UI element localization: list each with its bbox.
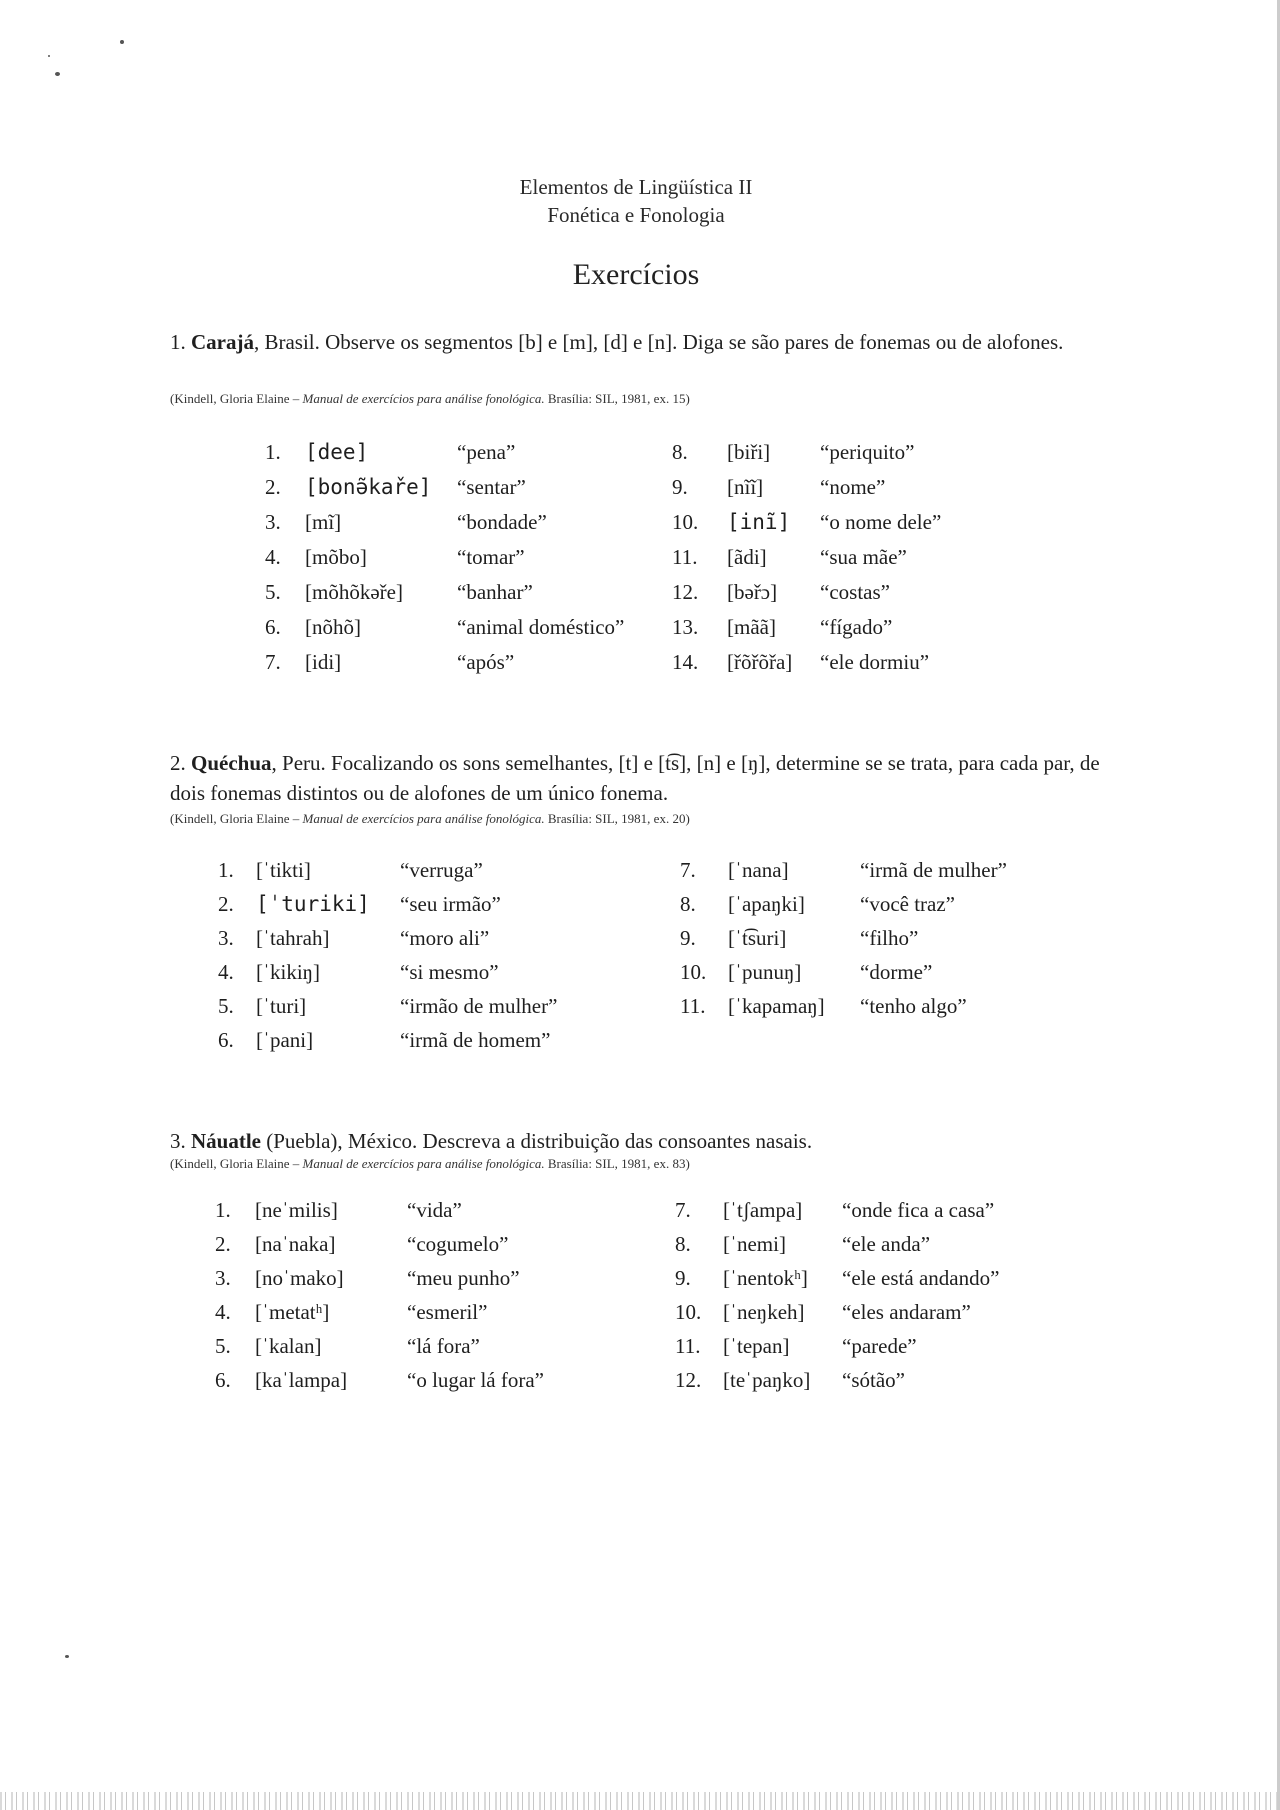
gloss: “você traz” bbox=[860, 892, 956, 916]
phonetic-form: [ˈturiki] bbox=[256, 892, 370, 916]
gloss: “cogumelo” bbox=[407, 1232, 509, 1256]
exercise-2-citation bbox=[170, 811, 690, 827]
exercise-instruction: , Brasil. Observe os segmentos [b] e [m], [d] e [n]. Diga se são pares de fonemas ou de alofones. bbox=[253, 330, 1064, 354]
exercise-number: 2. bbox=[170, 751, 186, 775]
gloss: “sótão” bbox=[842, 1368, 905, 1392]
phonetic-form: [ˈtʃampa] bbox=[723, 1198, 803, 1222]
gloss: “parede” bbox=[842, 1334, 917, 1358]
gloss: “si mesmo” bbox=[400, 960, 499, 984]
exercise-3-prompt bbox=[170, 1126, 1110, 1156]
phonetic-form: [noˈmako] bbox=[255, 1266, 344, 1290]
item-number: 10. bbox=[675, 1300, 702, 1324]
exercise-1-citation bbox=[170, 391, 690, 407]
item-number: 2. bbox=[218, 892, 234, 916]
item-number: 7. bbox=[675, 1198, 691, 1222]
item-number: 8. bbox=[680, 892, 696, 916]
phonetic-form: [ˈtahrah] bbox=[256, 926, 330, 950]
gloss: “tenho algo” bbox=[860, 994, 967, 1018]
exercise-number: 1. bbox=[170, 330, 186, 354]
phonetic-form: [ˈnana] bbox=[728, 858, 789, 882]
item-number: 4. bbox=[215, 1300, 231, 1324]
exercise-2-prompt bbox=[170, 748, 1110, 808]
gloss: “tomar” bbox=[457, 545, 525, 569]
scan-speck bbox=[65, 1655, 69, 1658]
gloss: “sua mãe” bbox=[820, 545, 907, 569]
gloss: “banhar” bbox=[457, 580, 533, 604]
phonetic-form: [ˈkikiŋ] bbox=[256, 960, 321, 984]
item-number: 10. bbox=[672, 510, 699, 534]
gloss: “onde fica a casa” bbox=[842, 1198, 995, 1222]
citation-title: Manual de exercícios para análise fonológica. bbox=[302, 1156, 545, 1171]
gloss: “lá fora” bbox=[407, 1334, 480, 1358]
phonetic-form: [ˈtikti] bbox=[256, 858, 311, 882]
gloss: “o nome dele” bbox=[820, 510, 942, 534]
exercise-3-citation bbox=[170, 1156, 690, 1172]
gloss: “ele dormiu” bbox=[820, 650, 930, 674]
phonetic-form: [ˈpani] bbox=[256, 1028, 314, 1052]
language-name: Quéchua bbox=[191, 751, 272, 775]
citation-author: (Kindell, Gloria Elaine – bbox=[170, 1156, 303, 1171]
item-number: 2. bbox=[215, 1232, 231, 1256]
language-name: Carajá bbox=[191, 330, 254, 354]
gloss: “animal doméstico” bbox=[457, 615, 625, 639]
phonetic-form: [ãdi] bbox=[727, 545, 767, 569]
gloss: “irmão de mulher” bbox=[400, 994, 558, 1018]
phonetic-form: [idi] bbox=[305, 650, 342, 674]
item-number: 6. bbox=[218, 1028, 234, 1052]
gloss: “seu irmão” bbox=[400, 892, 501, 916]
gloss: “o lugar lá fora” bbox=[407, 1368, 545, 1392]
phonetic-form: [nõhõ] bbox=[305, 615, 361, 639]
phonetic-form: [dee] bbox=[305, 440, 369, 464]
item-number: 1. bbox=[265, 440, 281, 464]
gloss: “esmeril” bbox=[407, 1300, 488, 1324]
item-number: 8. bbox=[675, 1232, 691, 1256]
language-name: Náuatle bbox=[191, 1129, 261, 1153]
item-number: 13. bbox=[672, 615, 699, 639]
item-number: 1. bbox=[215, 1198, 231, 1222]
scan-speck bbox=[48, 55, 50, 57]
course-subtitle: Fonética e Fonologia bbox=[547, 203, 725, 227]
citation-title: Manual de exercícios para análise fonológica. bbox=[302, 391, 545, 406]
gloss: “irmã de mulher” bbox=[860, 858, 1007, 882]
exercise-instruction: (Puebla), México. Descreva a distribuição das consoantes nasais. bbox=[261, 1129, 813, 1153]
scan-speck bbox=[120, 40, 124, 44]
item-number: 9. bbox=[675, 1266, 691, 1290]
item-number: 5. bbox=[218, 994, 234, 1018]
citation-publisher: Brasília: SIL, 1981, ex. 83) bbox=[544, 1156, 690, 1171]
item-number: 6. bbox=[215, 1368, 231, 1392]
gloss: “costas” bbox=[820, 580, 890, 604]
item-number: 8. bbox=[672, 440, 688, 464]
item-number: 1. bbox=[218, 858, 234, 882]
gloss: “moro ali” bbox=[400, 926, 490, 950]
item-number: 3. bbox=[265, 510, 281, 534]
gloss: “fígado” bbox=[820, 615, 893, 639]
phonetic-form: [bəřɔ] bbox=[727, 580, 778, 604]
item-number: 12. bbox=[672, 580, 699, 604]
phonetic-form: [nĩĩ] bbox=[727, 475, 764, 499]
phonetic-form: [teˈpaŋko] bbox=[723, 1368, 811, 1392]
gloss: “ele anda” bbox=[842, 1232, 931, 1256]
citation-author: (Kindell, Gloria Elaine – bbox=[170, 811, 303, 826]
phonetic-form: [mõbo] bbox=[305, 545, 367, 569]
phonetic-form: [ˈpunuŋ] bbox=[728, 960, 802, 984]
phonetic-form: [inĩ] bbox=[727, 510, 791, 534]
phonetic-form: [ˈapaŋki] bbox=[728, 892, 805, 916]
course-title: Elementos de Lingüística II bbox=[519, 175, 753, 199]
citation-author: (Kindell, Gloria Elaine – bbox=[170, 391, 303, 406]
gloss: “nome” bbox=[820, 475, 886, 499]
item-number: 7. bbox=[680, 858, 696, 882]
exercise-1-prompt bbox=[170, 327, 1110, 357]
item-number: 14. bbox=[672, 650, 699, 674]
item-number: 2. bbox=[265, 475, 281, 499]
page-title: Exercícios bbox=[572, 258, 700, 291]
gloss: “bondade” bbox=[457, 510, 547, 534]
item-number: 3. bbox=[215, 1266, 231, 1290]
gloss: “dorme” bbox=[860, 960, 933, 984]
item-number: 6. bbox=[265, 615, 281, 639]
item-number: 11. bbox=[680, 994, 706, 1018]
citation-publisher: Brasília: SIL, 1981, ex. 15) bbox=[544, 391, 690, 406]
phonetic-form: [ˈkapamaŋ] bbox=[728, 994, 825, 1018]
phonetic-form: [ˈneŋkeh] bbox=[723, 1300, 805, 1324]
phonetic-form: [kaˈlampa] bbox=[255, 1368, 348, 1392]
phonetic-form: [ˈturi] bbox=[256, 994, 307, 1018]
gloss: “sentar” bbox=[457, 475, 526, 499]
scan-speck bbox=[55, 72, 60, 76]
gloss: “meu punho” bbox=[407, 1266, 520, 1290]
item-number: 9. bbox=[680, 926, 696, 950]
phonetic-form: [biři] bbox=[727, 440, 771, 464]
phonetic-form: [ˈmetatʰ] bbox=[255, 1300, 330, 1324]
phonetic-form: [mõhõkəře] bbox=[305, 580, 403, 604]
exercise-instruction: , Peru. Focalizando os sons semelhantes, [t] e [t͡s], [n] e [ŋ], determine se se trata, para cada par, de dois fonemas distintos ou de alofones de um único fonema. bbox=[170, 751, 1100, 805]
gloss: “ele está andando” bbox=[842, 1266, 1000, 1290]
phonetic-form: [mĩ] bbox=[305, 510, 342, 534]
phonetic-form: [naˈnaka] bbox=[255, 1232, 336, 1256]
item-number: 9. bbox=[672, 475, 688, 499]
item-number: 4. bbox=[218, 960, 234, 984]
gloss: “após” bbox=[457, 650, 515, 674]
gloss: “vida” bbox=[407, 1198, 462, 1222]
item-number: 10. bbox=[680, 960, 707, 984]
item-number: 11. bbox=[672, 545, 698, 569]
phonetic-form: [ˈkalan] bbox=[255, 1334, 322, 1358]
gloss: “pena” bbox=[457, 440, 516, 464]
item-number: 5. bbox=[215, 1334, 231, 1358]
item-number: 5. bbox=[265, 580, 281, 604]
citation-title: Manual de exercícios para análise fonológica. bbox=[302, 811, 545, 826]
item-number: 3. bbox=[218, 926, 234, 950]
exercise-number: 3. bbox=[170, 1129, 186, 1153]
gloss: “filho” bbox=[860, 926, 919, 950]
gloss: “periquito” bbox=[820, 440, 915, 464]
phonetic-form: [řõřõřa] bbox=[727, 650, 793, 674]
gloss: “irmã de homem” bbox=[400, 1028, 551, 1052]
scan-edge-noise bbox=[0, 1792, 1280, 1810]
phonetic-form: [mãã] bbox=[727, 615, 776, 639]
item-number: 4. bbox=[265, 545, 281, 569]
phonetic-form: [neˈmilis] bbox=[255, 1198, 338, 1222]
phonetic-form: [ˈnentokʰ] bbox=[723, 1266, 808, 1290]
citation-publisher: Brasília: SIL, 1981, ex. 20) bbox=[544, 811, 690, 826]
gloss: “verruga” bbox=[400, 858, 483, 882]
phonetic-form: [ˈtepan] bbox=[723, 1334, 790, 1358]
phonetic-form: [ˈnemi] bbox=[723, 1232, 786, 1256]
phonetic-form: [ˈt͡suri] bbox=[728, 926, 787, 950]
item-number: 12. bbox=[675, 1368, 702, 1392]
phonetic-form: [bonə̃kaře] bbox=[305, 475, 432, 499]
item-number: 11. bbox=[675, 1334, 701, 1358]
gloss: “eles andaram” bbox=[842, 1300, 971, 1324]
item-number: 7. bbox=[265, 650, 281, 674]
